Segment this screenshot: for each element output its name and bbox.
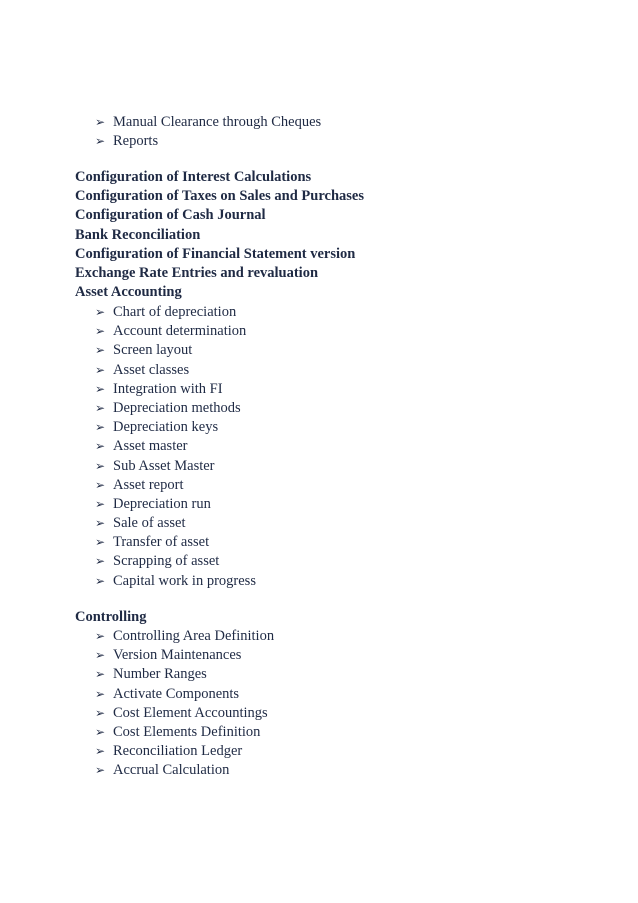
list-item — [95, 742, 274, 761]
list-item — [95, 399, 256, 418]
arrow-bullet-icon: ➢ — [95, 705, 106, 720]
arrow-bullet-icon: ➢ — [95, 724, 106, 739]
arrow-bullet-icon: ➢ — [95, 362, 106, 377]
list-item-text: Accrual Calculation — [113, 762, 230, 779]
arrow-bullet-icon: ➢ — [95, 305, 106, 319]
arrow-bullet-icon: ➢ — [95, 115, 106, 129]
list-item — [95, 627, 274, 646]
list-item-text: Sale of asset — [113, 515, 186, 532]
list-item-text: Integration with FI — [113, 380, 223, 397]
list-item-text: Depreciation keys — [113, 419, 219, 436]
heading-interest-calculations: Configuration of Interest Calculations — [75, 169, 312, 185]
list-item — [95, 361, 256, 380]
arrow-bullet-icon: ➢ — [95, 763, 106, 778]
heading-cash-journal: Configuration of Cash Journal — [75, 207, 266, 223]
arrow-bullet-icon: ➢ — [95, 686, 106, 701]
arrow-bullet-icon: ➢ — [95, 477, 106, 492]
list-item-text: Asset master — [113, 438, 188, 455]
heading-controlling: Controlling — [75, 609, 147, 625]
arrow-bullet-icon: ➢ — [95, 458, 106, 473]
list-item — [95, 723, 274, 742]
list-item-text: Asset classes — [113, 361, 190, 378]
list-item — [95, 457, 256, 476]
list-item — [95, 646, 274, 665]
top-bullet-list — [95, 113, 321, 151]
list-item-text: Sub Asset Master — [113, 457, 215, 474]
list-item-text: Cost Elements Definition — [113, 723, 261, 740]
list-item-text: Screen layout — [113, 342, 193, 359]
list-item-text: Controlling Area Definition — [113, 628, 275, 644]
list-item — [95, 761, 274, 780]
arrow-bullet-icon: ➢ — [95, 420, 106, 435]
controlling-list — [95, 627, 274, 781]
list-item — [95, 132, 321, 151]
list-item-text: Account determination — [113, 323, 247, 340]
list-item-text: Chart of depreciation — [113, 304, 237, 320]
list-item — [95, 572, 256, 591]
list-item-text: Depreciation methods — [113, 399, 241, 416]
arrow-bullet-icon: ➢ — [95, 535, 106, 550]
list-item — [95, 418, 256, 437]
list-item — [95, 341, 256, 360]
arrow-bullet-icon: ➢ — [95, 439, 106, 454]
list-item-text: Version Maintenances — [113, 647, 242, 664]
list-item — [95, 303, 256, 322]
list-item — [95, 322, 256, 341]
list-item — [95, 514, 256, 533]
list-item — [95, 495, 256, 514]
arrow-bullet-icon: ➢ — [95, 400, 106, 415]
list-item-text: Reconciliation Ledger — [113, 743, 243, 760]
list-item-text: Capital work in progress — [113, 572, 256, 589]
heading-bank-reconciliation: Bank Reconciliation — [75, 227, 201, 243]
arrow-bullet-icon: ➢ — [95, 134, 106, 149]
list-item — [95, 704, 274, 723]
arrow-bullet-icon: ➢ — [95, 629, 106, 643]
arrow-bullet-icon: ➢ — [95, 573, 106, 588]
list-item-text: Transfer of asset — [113, 534, 210, 551]
arrow-bullet-icon: ➢ — [95, 516, 106, 531]
list-item-text: Cost Element Accountings — [113, 704, 268, 721]
arrow-bullet-icon: ➢ — [95, 554, 106, 569]
list-item-text: Manual Clearance through Cheques — [113, 114, 322, 130]
list-item-text: Scrapping of asset — [113, 553, 220, 570]
list-item — [95, 533, 256, 552]
list-item — [95, 665, 274, 684]
list-item — [95, 437, 256, 456]
arrow-bullet-icon: ➢ — [95, 496, 106, 511]
list-item-text: Activate Components — [113, 685, 240, 702]
list-item — [95, 113, 321, 132]
heading-asset-accounting: Asset Accounting — [75, 284, 182, 300]
list-item-text: Asset report — [113, 476, 184, 493]
list-item-text: Reports — [113, 133, 159, 150]
arrow-bullet-icon: ➢ — [95, 667, 106, 682]
list-item — [95, 476, 256, 495]
list-item — [95, 685, 274, 704]
list-item-text: Number Ranges — [113, 666, 207, 683]
arrow-bullet-icon: ➢ — [95, 324, 106, 339]
arrow-bullet-icon: ➢ — [95, 381, 106, 396]
arrow-bullet-icon: ➢ — [95, 343, 106, 358]
heading-taxes-sales-purchases: Configuration of Taxes on Sales and Purchases — [75, 188, 364, 204]
arrow-bullet-icon: ➢ — [95, 744, 106, 759]
list-item — [95, 380, 256, 399]
heading-financial-statement-version: Configuration of Financial Statement version — [75, 246, 356, 262]
list-item — [95, 552, 256, 571]
list-item-text: Depreciation run — [113, 495, 211, 512]
asset-accounting-list — [95, 303, 256, 591]
arrow-bullet-icon: ➢ — [95, 648, 106, 663]
heading-exchange-rate-entries: Exchange Rate Entries and revaluation — [75, 265, 319, 281]
